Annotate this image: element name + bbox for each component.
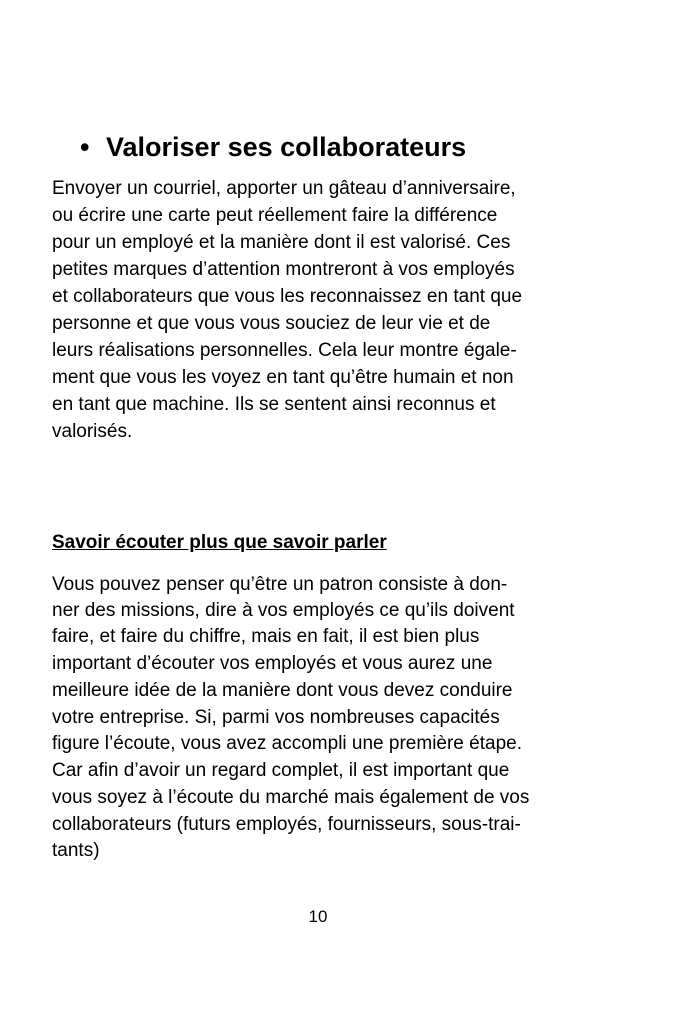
paragraph-line: ner des missions, dire à vos employés ce qu’ils doivent: [52, 600, 515, 621]
paragraph-line: Envoyer un courriel, apporter un gâteau d’anniversaire,: [52, 178, 516, 199]
paragraph-line: personne et que vous vous souciez de leur vie et de: [52, 313, 491, 334]
paragraph-line: pour un employé et la manière dont il est valorisé. Ces: [52, 232, 511, 253]
paragraph-line: votre entreprise. Si, parmi vos nombreuses capacités: [52, 707, 500, 728]
paragraph-line: vous soyez à l’écoute du marché mais également de vos: [52, 787, 530, 808]
paragraph-line: collaborateurs (futurs employés, fournisseurs, sous-trai-: [52, 814, 521, 835]
paragraph-line: meilleure idée de la manière dont vous devez conduire: [52, 680, 513, 701]
paragraph-line: tants): [52, 840, 100, 861]
section-heading-text: Valoriser ses collaborateurs: [106, 132, 467, 162]
paragraph-line: petites marques d’attention montreront à vos employés: [52, 259, 515, 280]
subheading-savoir-ecouter: Savoir écouter plus que savoir parler: [52, 532, 387, 553]
paragraph-line: important d’écouter vos employés et vous aurez une: [52, 653, 493, 674]
paragraph-line: ou écrire une carte peut réellement faire la différence: [52, 205, 498, 226]
page-number: 10: [308, 907, 328, 926]
paragraph-line: faire, et faire du chiffre, mais en fait, il est bien plus: [52, 626, 480, 647]
paragraph-line: valorisés.: [52, 421, 133, 442]
bullet-icon: •: [80, 132, 90, 162]
paragraph-line: et collaborateurs que vous les reconnaissez en tant que: [52, 286, 523, 307]
paragraph-line: Car afin d’avoir un regard complet, il est important que: [52, 760, 510, 781]
paragraph-line: leurs réalisations personnelles. Cela leur montre égale-: [52, 340, 517, 361]
paragraph-line: ment que vous les voyez en tant qu’être humain et non: [52, 367, 514, 388]
paragraph-line: en tant que machine. Ils se sentent ainsi reconnus et: [52, 394, 496, 415]
paragraph-line: figure l’écoute, vous avez accompli une première étape.: [52, 733, 522, 754]
section-heading-valoriser: [80, 128, 466, 166]
paragraph-line: Vous pouvez penser qu’être un patron consiste à don-: [52, 574, 508, 595]
